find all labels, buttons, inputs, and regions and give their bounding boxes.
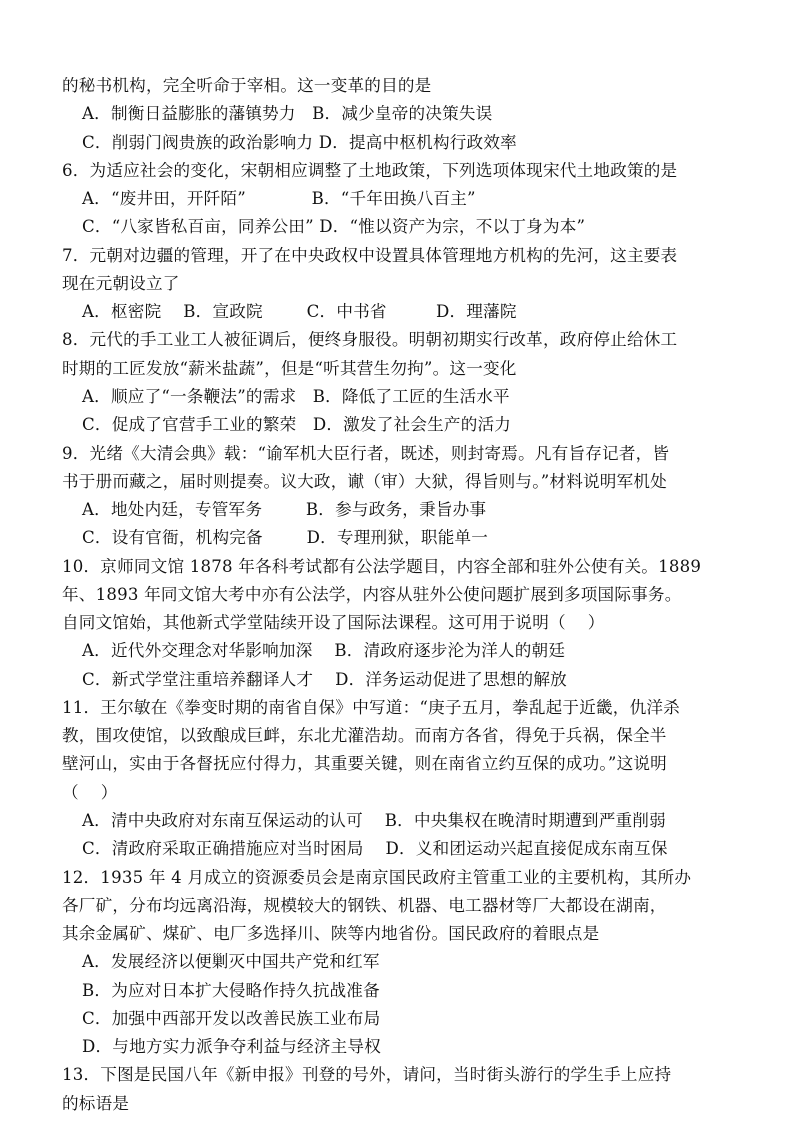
q6-options-cd: C．“八家皆私百亩，同养公田” D．“惟以资产为宗，不以丁身为本” (82, 217, 586, 237)
q8-options-cd: C．促成了官营手工业的繁荣 D．激发了社会生产的活力 (82, 415, 512, 435)
q9-stem-cont: 书于册而藏之，届时则提奏。议大政，谳（审）大狱，得旨则与。”材料说明军机处 (62, 471, 667, 491)
q6-stem: 6．为适应社会的变化，宋朝相应调整了土地政策，下列选项体现宋代土地政策的是 (62, 160, 678, 180)
q11-stem-cont-2: 壁河山，实由于各督抚应付得力，其重要关键，则在南省立约互保的成功。”这说明 (62, 754, 667, 774)
q12-option-a: A．发展经济以便剿灭中国共产党和红军 (82, 952, 380, 972)
q11-options-ab: A．清中央政府对东南互保运动的认可 B．中央集权在晚清时期遭到严重削弱 (82, 811, 666, 831)
q12-stem-cont-1: 各厂矿，分布均远离沿海，规模较大的钢铁、机器、电工器材等厂大都设在湖南， (62, 895, 667, 915)
q12-stem-cont-2: 其余金属矿、煤矿、电厂多选择川、陕等内地省份。国民政府的着眼点是 (62, 924, 600, 944)
q12-option-d: D．与地方实力派争夺利益与经济主导权 (82, 1037, 381, 1057)
q7-stem: 7．元朝对边疆的管理，开了在中央政权中设置具体管理地方机构的先河，这主要表 (62, 245, 678, 265)
q10-stem-cont-2: 自同文馆始，其他新式学堂陆续开设了国际法课程。这可用于说明（ ） (62, 613, 605, 633)
q11-options-cd: C．清政府采取正确措施应对当时困局 D．义和团运动兴起直接促成东南互保 (82, 839, 668, 859)
q11-stem-cont-1: 教，围攻使馆，以致酿成巨衅，东北尤灌浩劫。而南方各省，得免于兵祸，保全半 (62, 726, 667, 746)
q8-stem-cont: 时期的工匠发放“薪米盐蔬”，但是“听其营生勿拘”。这一变化 (62, 358, 517, 378)
q6-options-ab: A．“废井田，开阡陌” B．“千年田换八百主” (82, 189, 476, 209)
q5-stem-tail: 的秘书机构，完全听命于宰相。这一变革的目的是 (62, 76, 432, 95)
q8-options-ab: A．顺应了“一条鞭法”的需求 B．降低了工匠的生活水平 (82, 386, 510, 406)
q5-options-ab: A．制衡日益膨胀的藩镇势力 B．减少皇帝的决策失误 (82, 104, 493, 124)
q10-options-ab: A．近代外交理念对华影响加深 B．清政府逐步沦为洋人的朝廷 (82, 641, 566, 661)
q9-options-ab: A．地处内廷，专管军务 B．参与政务，秉旨办事 (82, 500, 487, 520)
q10-options-cd: C．新式学堂注重培养翻译人才 D．洋务运动促进了思想的解放 (82, 669, 567, 689)
q10-stem-cont-1: 年、1893 年同文馆大考中亦有公法学，内容从驻外公使问题扩展到多项国际事务。 (62, 584, 682, 604)
q7-options: A．枢密院 B．宣政院 C．中书省 D．理藩院 (82, 302, 517, 322)
q11-answer-blank: （ ） (62, 782, 118, 802)
q7-stem-cont: 现在元朝设立了 (62, 273, 180, 293)
q12-option-c: C．加强中西部开发以改善民族工业布局 (82, 1008, 381, 1028)
q13-stem-cont: 的标语是 (62, 1093, 130, 1113)
q12-stem: 12．1935 年 4 月成立的资源委员会是南京国民政府主管重工业的主要机构，其所办 (62, 867, 692, 887)
q5-options-cd: C．削弱门阀贵族的政治影响力 D．提高中枢机构行政效率 (82, 132, 517, 152)
q9-stem: 9．光绪《大清会典》载：“谕军机大臣行者，既述，则封寄焉。凡有旨存记者，皆 (62, 443, 670, 463)
q13-stem: 13．下图是民国八年《新申报》刊登的号外，请问，当时街头游行的学生手上应持 (62, 1065, 672, 1085)
q10-stem: 10．京师同文馆 1878 年各科考试都有公法学题目，内容全部和驻外公使有关。1889 (62, 556, 702, 576)
q8-stem: 8．元代的手工业工人被征调后，便终身服役。明朝初期实行改革，政府停止给休工 (62, 330, 678, 350)
q9-options-cd: C．设有官衙，机构完备 D．专理刑狱，职能单一 (82, 528, 489, 548)
q12-option-b: B．为应对日本扩大侵略作持久抗战准备 (82, 980, 380, 1000)
q11-stem: 11．王尔敏在《拳变时期的南省自保》中写道：“庚子五月，拳乱起于近畿，仇洋杀 (62, 697, 680, 717)
